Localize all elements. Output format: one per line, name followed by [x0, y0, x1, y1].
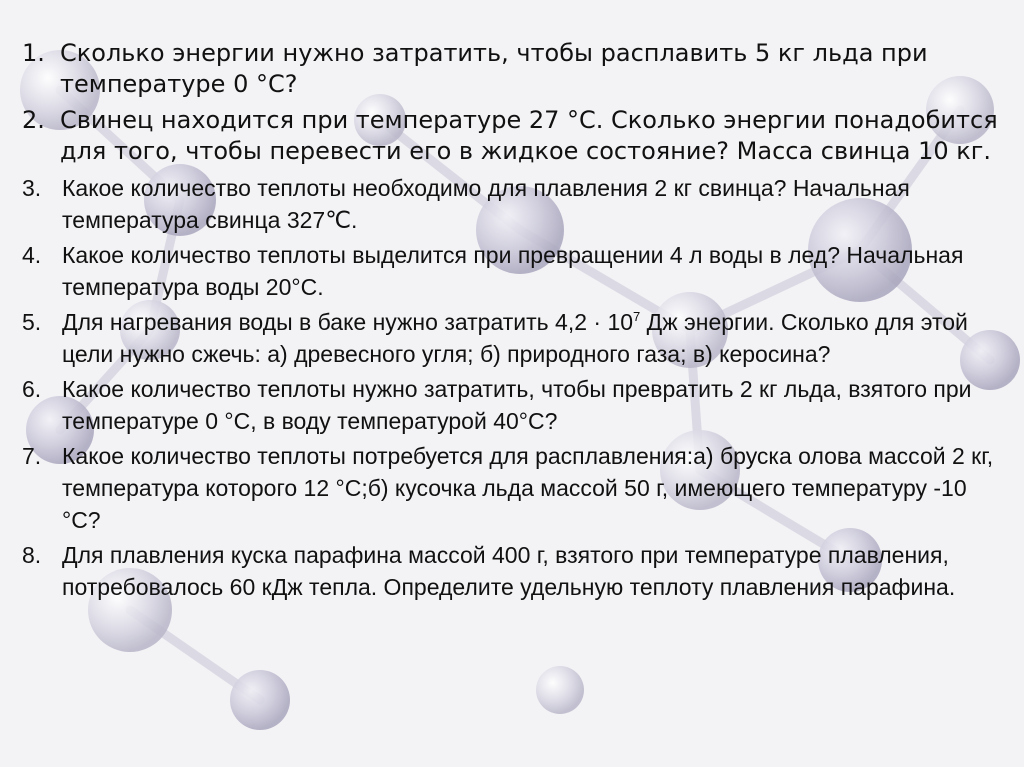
problem-5	[22, 306, 1007, 370]
problem-text: Какое количество теплоты выделится при превращении 4 л воды в лед? Начальная температура воды 20°С.	[62, 242, 964, 300]
problem-text: Для плавления куска парафина массой 400 г, взятого при температуре плавления, потребовалось 60 кДж тепла. Определите удельную теплоту плавления парафина.	[62, 542, 956, 600]
problem-8	[22, 539, 1007, 603]
problem-6	[22, 373, 1007, 437]
problem-7	[22, 440, 1007, 536]
problem-text: Какое количество теплоты необходимо для плавления 2 кг свинца? Начальная температура свинца 327℃.	[62, 175, 910, 233]
problem-text-part: Дж энергии. Сколько для этой цели нужно сжечь: а) древесного угля; б) природного газа; в) керосина?	[62, 309, 968, 367]
problem-number: 7.	[22, 443, 42, 469]
problem-text: Какое количество теплоты потребуется для расплавления:а) бруска олова массой 2 кг, температура которого 12 °С;б) кусочка льда массой 50 г, имеющего температуру -10 °С?	[62, 443, 994, 533]
problem-number: 8.	[22, 542, 42, 568]
problem-2	[22, 105, 1007, 167]
problem-4	[22, 239, 1007, 303]
problem-text	[62, 306, 1007, 370]
problem-1	[22, 38, 1007, 100]
problem-number: 6.	[22, 376, 42, 402]
problem-number: 1.	[22, 39, 45, 67]
problem-text-part: Для нагревания воды в баке нужно затратить 4,2 · 10	[62, 309, 634, 335]
problem-number: 4.	[22, 242, 42, 268]
problem-text: Свинец находится при температуре 27 °С. Сколько энергии понадобится для того, чтобы перевести его в жидкое состояние? Масса свинца 10 кг.	[60, 106, 998, 165]
problem-number: 5.	[22, 309, 42, 335]
problem-number: 3.	[22, 175, 42, 201]
problem-3	[22, 172, 1007, 236]
problem-text: Сколько энергии нужно затратить, чтобы расплавить 5 кг льда при температуре 0 °С?	[60, 39, 928, 98]
exponent: 7	[633, 309, 641, 324]
problem-number: 2.	[22, 106, 45, 134]
problem-text: Какое количество теплоты нужно затратить, чтобы превратить 2 кг льда, взятого при температуре 0 °С, в воду температурой 40°С?	[62, 376, 972, 434]
problem-list	[22, 38, 1007, 606]
